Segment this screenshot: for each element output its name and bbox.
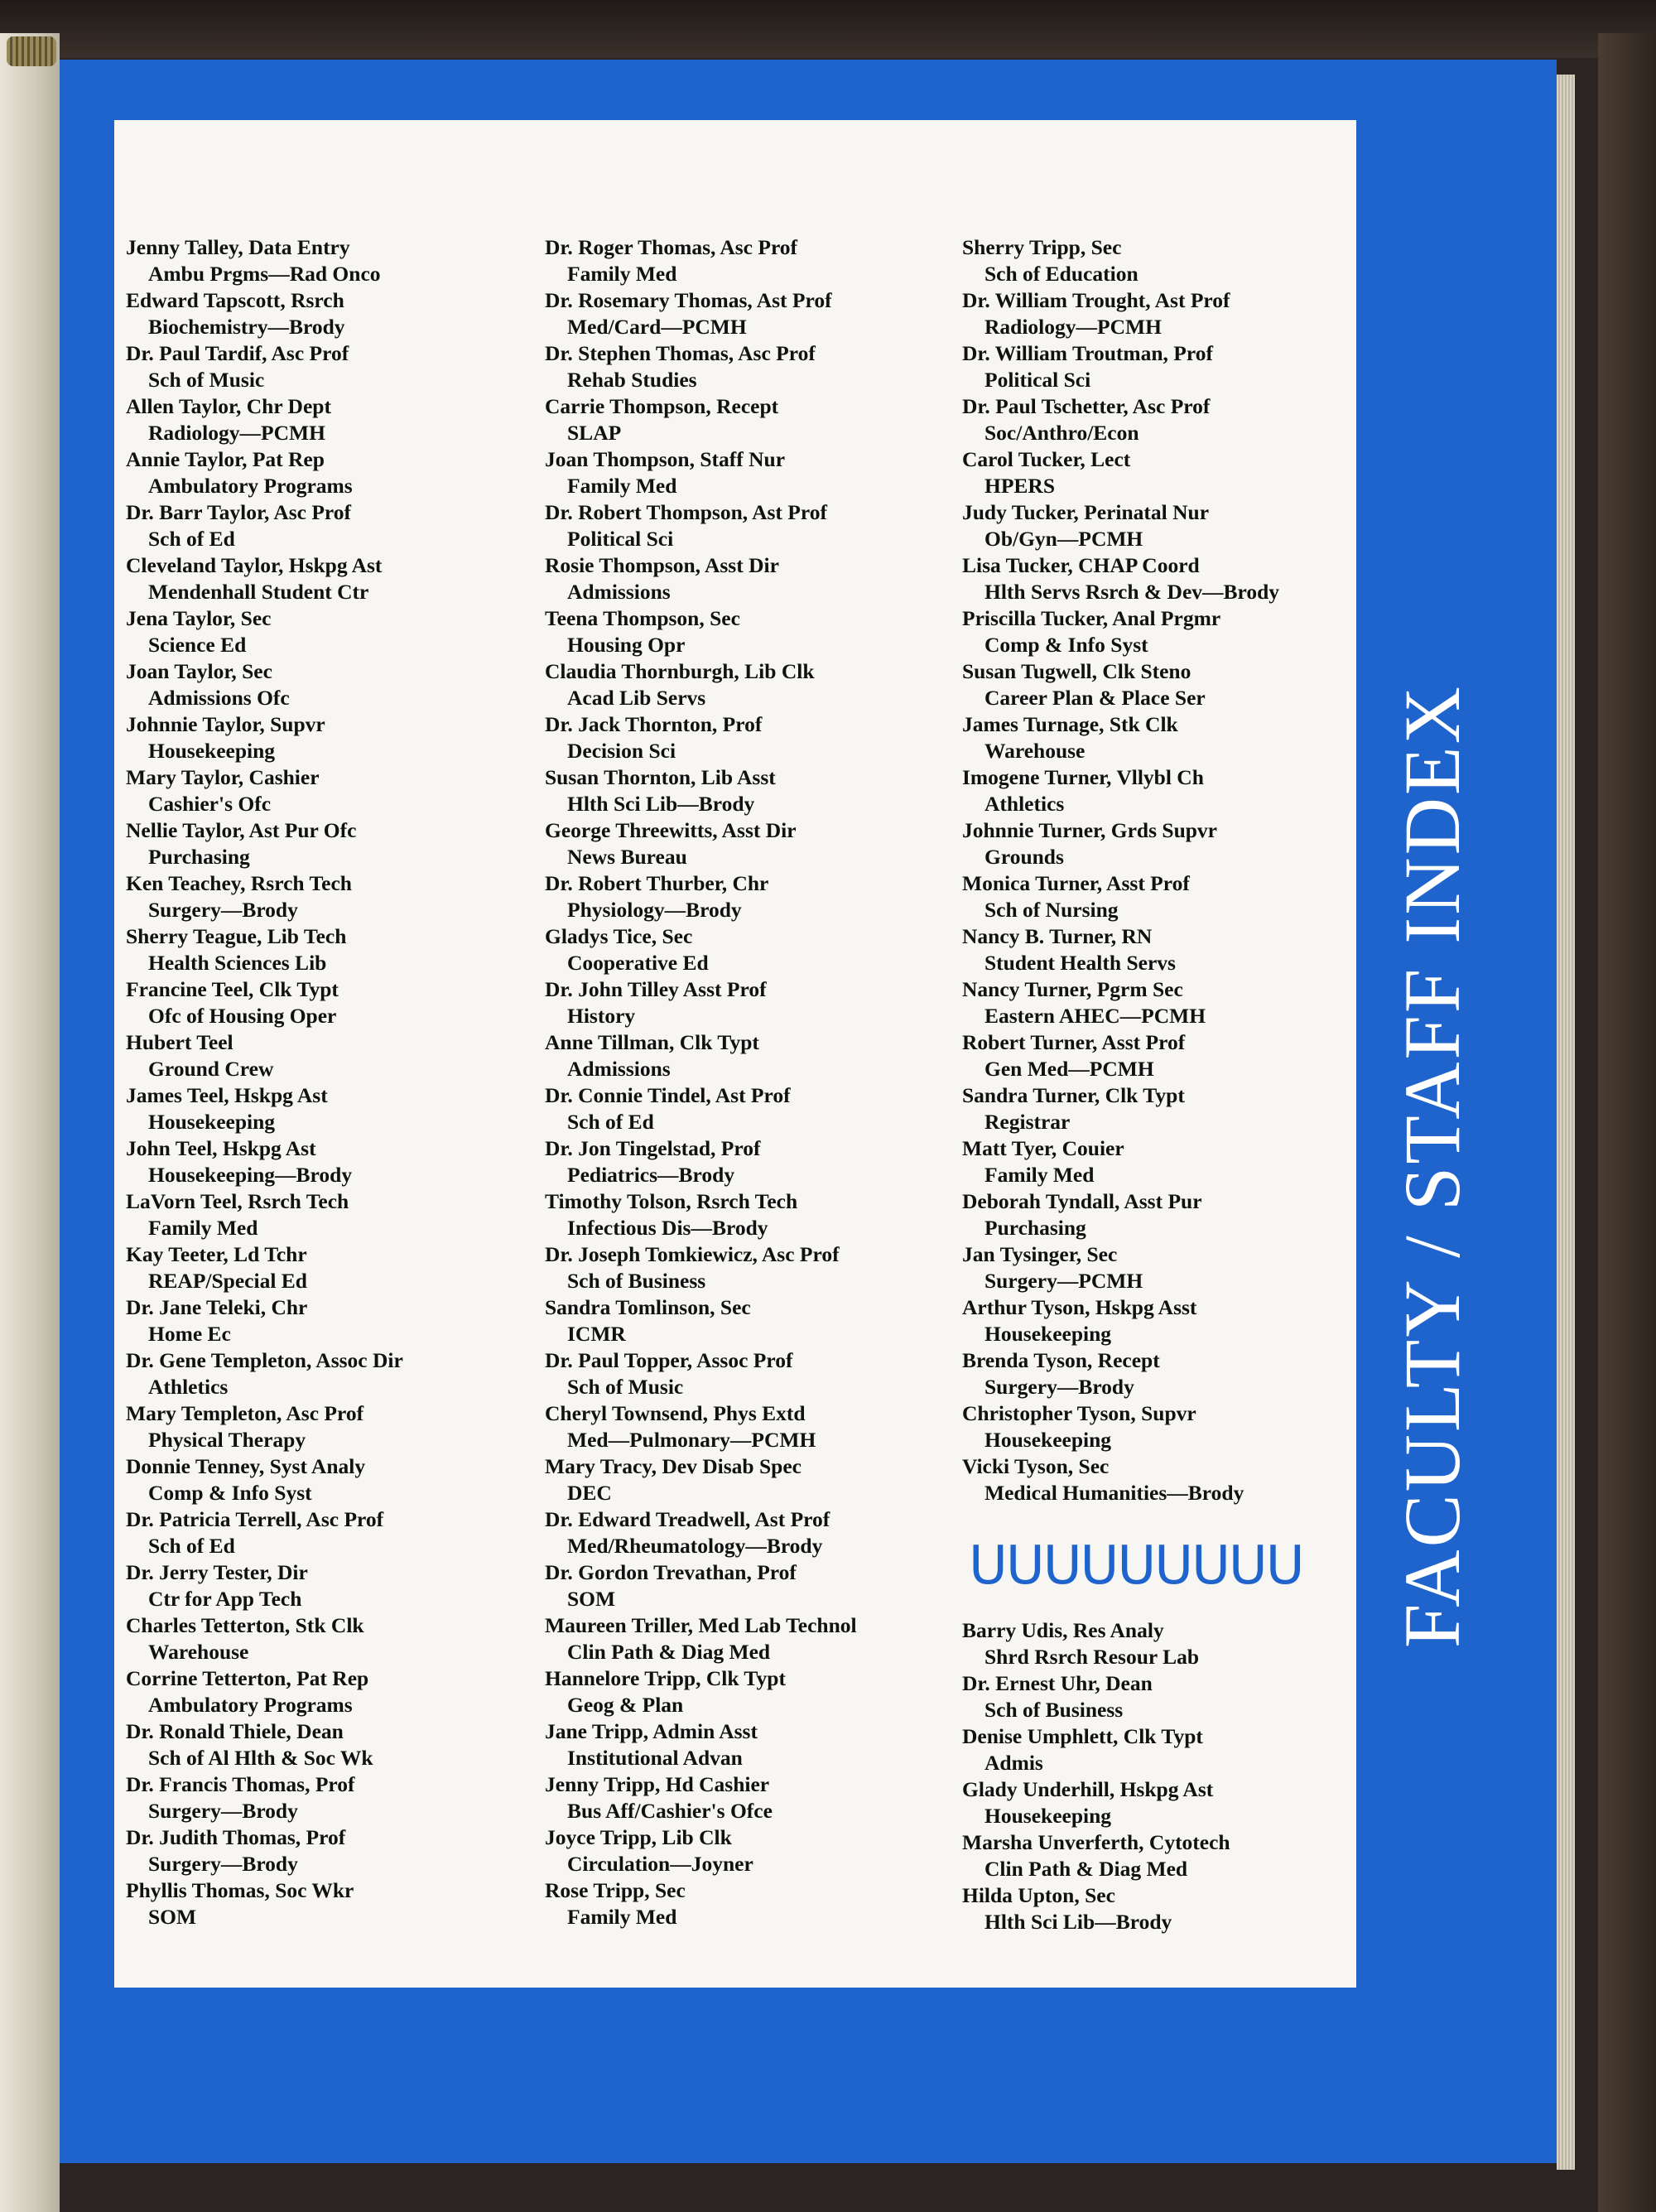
index-entry bbox=[126, 446, 590, 499]
index-entry bbox=[962, 1135, 1426, 1188]
entry-name-title: Carol Tucker, Lect bbox=[962, 447, 1131, 471]
entry-name-title: George Threewitts, Asst Dir bbox=[545, 818, 797, 842]
index-entry bbox=[545, 234, 1009, 287]
entry-name-title: Dr. Jack Thornton, Prof bbox=[545, 712, 763, 736]
entry-department: ICMR bbox=[567, 1322, 626, 1346]
index-entry bbox=[126, 1135, 590, 1188]
index-entry bbox=[962, 1882, 1426, 1935]
entry-department: Housekeeping—Brody bbox=[148, 1163, 353, 1187]
entry-name-title: Johnnie Turner, Grds Supvr bbox=[962, 818, 1218, 842]
entry-department: Student Health Servs bbox=[984, 951, 1176, 975]
entry-department: Science Ed bbox=[148, 633, 247, 657]
entry-name-title: Phyllis Thomas, Soc Wkr bbox=[126, 1878, 354, 1902]
entry-name-title: Mary Templeton, Asc Prof bbox=[126, 1401, 364, 1425]
entry-department: Family Med bbox=[984, 1163, 1095, 1187]
index-entry bbox=[962, 1617, 1426, 1670]
entry-name-title: Dr. Jerry Tester, Dir bbox=[126, 1560, 308, 1584]
entry-name-title: Corrine Tetterton, Pat Rep bbox=[126, 1666, 369, 1690]
entry-name-title: Dr. Robert Thompson, Ast Prof bbox=[545, 500, 827, 524]
entry-department: Admissions bbox=[567, 1057, 671, 1081]
entry-department: Family Med bbox=[567, 1905, 677, 1929]
entry-department: Sch of Nursing bbox=[984, 898, 1119, 922]
entry-name-title: Glady Underhill, Hskpg Ast bbox=[962, 1777, 1214, 1801]
index-entry bbox=[126, 870, 590, 923]
index-entry bbox=[126, 552, 590, 605]
entry-department: Admissions bbox=[567, 580, 671, 604]
entry-department: Family Med bbox=[148, 1216, 258, 1240]
index-entry bbox=[545, 287, 1009, 340]
entry-department: Radiology—PCMH bbox=[984, 315, 1162, 339]
entry-department: Ofc of Housing Oper bbox=[148, 1004, 337, 1028]
index-entry bbox=[126, 1294, 590, 1347]
index-entry bbox=[962, 1723, 1426, 1776]
index-entry bbox=[962, 552, 1426, 605]
entry-name-title: Sherry Teague, Lib Tech bbox=[126, 924, 347, 948]
index-entry bbox=[126, 923, 590, 976]
entry-name-title: Dr. Rosemary Thomas, Ast Prof bbox=[545, 288, 832, 312]
entry-name-title: Francine Teel, Clk Typt bbox=[126, 977, 339, 1001]
entry-department: Gen Med—PCMH bbox=[984, 1057, 1154, 1081]
entry-name-title: Denise Umphlett, Clk Typt bbox=[962, 1724, 1203, 1748]
entry-name-title: Joyce Tripp, Lib Clk bbox=[545, 1825, 732, 1849]
entry-name-title: Dr. Ronald Thiele, Dean bbox=[126, 1719, 344, 1743]
entry-name-title: Dr. William Troutman, Prof bbox=[962, 341, 1213, 365]
entry-name-title: Sandra Tomlinson, Sec bbox=[545, 1295, 751, 1319]
entry-department: REAP/Special Ed bbox=[148, 1269, 307, 1293]
entry-department: HPERS bbox=[984, 474, 1056, 498]
entry-department: Political Sci bbox=[984, 368, 1091, 392]
index-entry bbox=[962, 605, 1426, 658]
entry-name-title: Rose Tripp, Sec bbox=[545, 1878, 686, 1902]
entry-name-title: Hilda Upton, Sec bbox=[962, 1883, 1115, 1907]
index-entry bbox=[126, 976, 590, 1029]
index-entry bbox=[126, 1400, 590, 1453]
entry-name-title: Maureen Triller, Med Lab Technol bbox=[545, 1613, 857, 1637]
entry-name-title: Charles Tetterton, Stk Clk bbox=[126, 1613, 364, 1637]
index-entry bbox=[126, 817, 590, 870]
entry-department: Shrd Rsrch Resour Lab bbox=[984, 1645, 1200, 1669]
index-entry bbox=[545, 711, 1009, 764]
index-entry bbox=[126, 1029, 590, 1082]
entry-department: SOM bbox=[567, 1587, 616, 1611]
entry-name-title: Jenny Talley, Data Entry bbox=[126, 235, 350, 259]
entry-name-title: Monica Turner, Asst Prof bbox=[962, 871, 1190, 895]
index-entry bbox=[962, 1400, 1426, 1453]
index-entry bbox=[545, 552, 1009, 605]
entry-name-title: Mary Taylor, Cashier bbox=[126, 765, 320, 789]
entry-name-title: Dr. Edward Treadwell, Ast Prof bbox=[545, 1507, 830, 1531]
index-entry bbox=[545, 923, 1009, 976]
index-entry bbox=[545, 817, 1009, 870]
binding-ring bbox=[7, 36, 56, 66]
index-entry bbox=[545, 1135, 1009, 1188]
index-column-3 bbox=[962, 234, 1426, 1935]
index-entry bbox=[545, 1347, 1009, 1400]
entry-name-title: Dr. Gordon Trevathan, Prof bbox=[545, 1560, 797, 1584]
entry-name-title: Deborah Tyndall, Asst Pur bbox=[962, 1189, 1202, 1213]
index-entry bbox=[126, 1612, 590, 1665]
entry-department: Family Med bbox=[567, 262, 677, 286]
entry-name-title: Barry Udis, Res Analy bbox=[962, 1618, 1164, 1642]
index-entry bbox=[962, 658, 1426, 711]
index-entry bbox=[962, 1082, 1426, 1135]
index-entry bbox=[126, 658, 590, 711]
entry-department: Sch of Business bbox=[984, 1698, 1124, 1722]
index-entry bbox=[962, 1776, 1426, 1829]
entry-department: Biochemistry—Brody bbox=[148, 315, 345, 339]
index-entry bbox=[545, 1241, 1009, 1294]
entry-name-title: Kay Teeter, Ld Tchr bbox=[126, 1242, 307, 1266]
index-entry bbox=[962, 764, 1426, 817]
index-entry bbox=[962, 976, 1426, 1029]
index-entry bbox=[962, 1188, 1426, 1241]
index-entry bbox=[962, 923, 1426, 976]
entry-department: Circulation—Joyner bbox=[567, 1852, 753, 1876]
index-entry bbox=[962, 817, 1426, 870]
entry-department: Purchasing bbox=[984, 1216, 1086, 1240]
entry-name-title: Hannelore Tripp, Clk Typt bbox=[545, 1666, 786, 1690]
entry-name-title: Hubert Teel bbox=[126, 1030, 233, 1054]
entry-department: Ambulatory Programs bbox=[148, 1693, 353, 1717]
index-entry bbox=[962, 1670, 1426, 1723]
index-entry bbox=[126, 1718, 590, 1771]
entry-name-title: Dr. Stephen Thomas, Asc Prof bbox=[545, 341, 816, 365]
entry-name-title: Judy Tucker, Perinatal Nur bbox=[962, 500, 1210, 524]
entry-name-title: Annie Taylor, Pat Rep bbox=[126, 447, 325, 471]
index-entry bbox=[126, 764, 590, 817]
entry-name-title: Dr. Connie Tindel, Ast Prof bbox=[545, 1083, 791, 1107]
entry-name-title: Allen Taylor, Chr Dept bbox=[126, 394, 331, 418]
index-entry bbox=[545, 1506, 1009, 1559]
entry-name-title: Dr. Paul Tardif, Asc Prof bbox=[126, 341, 349, 365]
entry-department: Political Sci bbox=[567, 527, 674, 551]
index-entry bbox=[545, 870, 1009, 923]
entry-name-title: Dr. Joseph Tomkiewicz, Asc Prof bbox=[545, 1242, 840, 1266]
entry-department: SLAP bbox=[567, 421, 622, 445]
entry-name-title: Gladys Tice, Sec bbox=[545, 924, 693, 948]
book-gutter bbox=[0, 33, 60, 2212]
index-entry bbox=[126, 1188, 590, 1241]
entry-name-title: Dr. Paul Topper, Assoc Prof bbox=[545, 1348, 793, 1372]
entry-name-title: Priscilla Tucker, Anal Prgmr bbox=[962, 606, 1221, 630]
entry-department: Rehab Studies bbox=[567, 368, 697, 392]
entry-name-title: Donnie Tenney, Syst Analy bbox=[126, 1454, 366, 1478]
entry-department: Ambulatory Programs bbox=[148, 474, 353, 498]
entry-name-title: Dr. Roger Thomas, Asc Prof bbox=[545, 235, 798, 259]
entry-department: Mendenhall Student Ctr bbox=[148, 580, 369, 604]
entry-name-title: Lisa Tucker, CHAP Coord bbox=[962, 553, 1200, 577]
entry-name-title: Dr. William Trought, Ast Prof bbox=[962, 288, 1230, 312]
entry-department: Hlth Servs Rsrch & Dev—Brody bbox=[984, 580, 1280, 604]
index-entry bbox=[126, 287, 590, 340]
entry-name-title: Teena Thompson, Sec bbox=[545, 606, 740, 630]
index-entry bbox=[126, 605, 590, 658]
entry-name-title: Marsha Unverferth, Cytotech bbox=[962, 1830, 1230, 1854]
letter-section-heading-u: UUUUUUUUU bbox=[969, 1535, 1303, 1597]
entry-department: Ctr for App Tech bbox=[148, 1587, 302, 1611]
index-entry bbox=[126, 711, 590, 764]
entry-name-title: Susan Thornton, Lib Asst bbox=[545, 765, 776, 789]
index-entry bbox=[126, 499, 590, 552]
entry-name-title: Sandra Turner, Clk Typt bbox=[962, 1083, 1185, 1107]
index-entry bbox=[545, 1188, 1009, 1241]
index-entry bbox=[545, 976, 1009, 1029]
entry-department: Registrar bbox=[984, 1110, 1071, 1134]
entry-name-title: Vicki Tyson, Sec bbox=[962, 1454, 1110, 1478]
entry-name-title: Jan Tysinger, Sec bbox=[962, 1242, 1118, 1266]
entry-department: Geog & Plan bbox=[567, 1693, 684, 1717]
book-cover-right bbox=[1598, 33, 1656, 2212]
entry-department: Health Sciences Lib bbox=[148, 951, 327, 975]
index-entry bbox=[545, 1082, 1009, 1135]
entry-department: Physiology—Brody bbox=[567, 898, 742, 922]
index-entry bbox=[126, 1453, 590, 1506]
entry-department: Ambu Prgms—Rad Onco bbox=[148, 262, 381, 286]
entry-name-title: Matt Tyer, Couier bbox=[962, 1136, 1124, 1160]
index-entry bbox=[545, 1718, 1009, 1771]
entry-department: Housekeeping bbox=[148, 739, 276, 763]
entry-department: Grounds bbox=[984, 845, 1064, 869]
index-entry bbox=[962, 711, 1426, 764]
entry-department: Sch of Business bbox=[567, 1269, 706, 1293]
entry-department: Sch of Ed bbox=[567, 1110, 654, 1134]
entry-department: Soc/Anthro/Econ bbox=[984, 421, 1139, 445]
entry-name-title: Dr. Judith Thomas, Prof bbox=[126, 1825, 346, 1849]
entry-department: Warehouse bbox=[148, 1640, 249, 1664]
entry-name-title: James Teel, Hskpg Ast bbox=[126, 1083, 328, 1107]
entry-name-title: Rosie Thompson, Asst Dir bbox=[545, 553, 779, 577]
entry-name-title: James Turnage, Stk Clk bbox=[962, 712, 1178, 736]
entry-department: Hlth Sci Lib—Brody bbox=[567, 792, 755, 816]
entry-name-title: Jena Taylor, Sec bbox=[126, 606, 272, 630]
index-entry bbox=[962, 1029, 1426, 1082]
entry-name-title: Ken Teachey, Rsrch Tech bbox=[126, 871, 352, 895]
index-entry bbox=[545, 1665, 1009, 1718]
index-entry bbox=[545, 499, 1009, 552]
entry-department: Admis bbox=[984, 1751, 1043, 1775]
entry-department: Home Ec bbox=[148, 1322, 231, 1346]
index-entry bbox=[962, 446, 1426, 499]
entry-department: Sch of Al Hlth & Soc Wk bbox=[148, 1746, 373, 1770]
entry-name-title: Nellie Taylor, Ast Pur Ofc bbox=[126, 818, 357, 842]
index-entry bbox=[545, 1453, 1009, 1506]
entry-name-title: Dr. Ernest Uhr, Dean bbox=[962, 1671, 1153, 1695]
entry-department: Surgery—Brody bbox=[984, 1375, 1134, 1399]
entry-department: Surgery—PCMH bbox=[984, 1269, 1143, 1293]
index-entry bbox=[962, 340, 1426, 393]
entry-name-title: Cheryl Townsend, Phys Extd bbox=[545, 1401, 806, 1425]
entry-department: Eastern AHEC—PCMH bbox=[984, 1004, 1206, 1028]
entry-department: Cashier's Ofc bbox=[148, 792, 272, 816]
entry-department: Sch of Ed bbox=[148, 1534, 235, 1558]
entry-name-title: Dr. Patricia Terrell, Asc Prof bbox=[126, 1507, 384, 1531]
entry-name-title: Carrie Thompson, Recept bbox=[545, 394, 779, 418]
entry-department: Radiology—PCMH bbox=[148, 421, 325, 445]
entry-name-title: Dr. Francis Thomas, Prof bbox=[126, 1772, 355, 1796]
entry-department: Medical Humanities—Brody bbox=[984, 1481, 1244, 1505]
entry-name-title: Edward Tapscott, Rsrch bbox=[126, 288, 344, 312]
entry-department: Comp & Info Syst bbox=[148, 1481, 312, 1505]
index-entry bbox=[126, 1877, 590, 1930]
index-entry bbox=[545, 764, 1009, 817]
entry-department: Acad Lib Servs bbox=[567, 686, 706, 710]
page-edges bbox=[1557, 75, 1575, 2170]
entry-department: Clin Path & Diag Med bbox=[567, 1640, 771, 1664]
entry-name-title: Dr. Barr Taylor, Asc Prof bbox=[126, 500, 352, 524]
entry-name-title: Nancy Turner, Pgrm Sec bbox=[962, 977, 1183, 1001]
entry-department: Ground Crew bbox=[148, 1057, 274, 1081]
index-entry bbox=[545, 1029, 1009, 1082]
entry-department: Housekeeping bbox=[148, 1110, 276, 1134]
index-entry bbox=[962, 234, 1426, 287]
entry-name-title: Dr. Jane Teleki, Chr bbox=[126, 1295, 308, 1319]
entry-name-title: Johnnie Taylor, Supvr bbox=[126, 712, 325, 736]
index-entry bbox=[126, 1241, 590, 1294]
faculty-staff-index-title: FACULTY / STAFF INDEX bbox=[1388, 684, 1476, 1648]
entry-name-title: Timothy Tolson, Rsrch Tech bbox=[545, 1189, 798, 1213]
entry-department: Physical Therapy bbox=[148, 1428, 306, 1452]
entry-department: Ob/Gyn—PCMH bbox=[984, 527, 1143, 551]
entry-department: Decision Sci bbox=[567, 739, 676, 763]
entry-department: Comp & Info Syst bbox=[984, 633, 1148, 657]
entry-department: Surgery—Brody bbox=[148, 1799, 298, 1823]
entry-department: Athletics bbox=[148, 1375, 229, 1399]
index-entry bbox=[962, 393, 1426, 446]
index-entry bbox=[545, 1824, 1009, 1877]
entry-department: Housekeeping bbox=[984, 1804, 1112, 1828]
index-entry bbox=[545, 1612, 1009, 1665]
entry-department: Surgery—Brody bbox=[148, 1852, 298, 1876]
entry-name-title: Cleveland Taylor, Hskpg Ast bbox=[126, 553, 383, 577]
entry-department: SOM bbox=[148, 1905, 197, 1929]
book-cover-top bbox=[0, 0, 1656, 58]
entry-name-title: Dr. John Tilley Asst Prof bbox=[545, 977, 767, 1001]
index-entry bbox=[545, 605, 1009, 658]
entry-department: Family Med bbox=[567, 474, 677, 498]
entry-department: Sch of Music bbox=[148, 368, 265, 392]
entry-department: Housing Opr bbox=[567, 633, 686, 657]
entry-department: Housekeeping bbox=[984, 1322, 1112, 1346]
entry-department: Sch of Music bbox=[567, 1375, 684, 1399]
index-entry bbox=[545, 1400, 1009, 1453]
index-entry bbox=[126, 1665, 590, 1718]
entry-name-title: Jenny Tripp, Hd Cashier bbox=[545, 1772, 770, 1796]
entry-department: Institutional Advan bbox=[567, 1746, 743, 1770]
entry-department: Surgery—Brody bbox=[148, 898, 298, 922]
index-entry bbox=[545, 658, 1009, 711]
entry-name-title: Sherry Tripp, Sec bbox=[962, 235, 1122, 259]
entry-name-title: Robert Turner, Asst Prof bbox=[962, 1030, 1186, 1054]
entry-department: Sch of Education bbox=[984, 262, 1138, 286]
entry-department: History bbox=[567, 1004, 636, 1028]
entry-name-title: Nancy B. Turner, RN bbox=[962, 924, 1153, 948]
entry-name-title: Joan Thompson, Staff Nur bbox=[545, 447, 786, 471]
entry-name-title: LaVorn Teel, Rsrch Tech bbox=[126, 1189, 349, 1213]
entry-name-title: Joan Taylor, Sec bbox=[126, 659, 272, 683]
index-entry bbox=[126, 1506, 590, 1559]
entry-department: Housekeeping bbox=[984, 1428, 1112, 1452]
index-entry bbox=[126, 234, 590, 287]
entry-department: Cooperative Ed bbox=[567, 951, 709, 975]
entry-department: Purchasing bbox=[148, 845, 250, 869]
index-entry bbox=[126, 1824, 590, 1877]
index-entry bbox=[545, 1559, 1009, 1612]
entry-department: Hlth Sci Lib—Brody bbox=[984, 1910, 1172, 1934]
index-entry bbox=[545, 340, 1009, 393]
entry-name-title: Anne Tillman, Clk Typt bbox=[545, 1030, 759, 1054]
index-entry bbox=[962, 1347, 1426, 1400]
index-entry bbox=[126, 340, 590, 393]
entry-department: News Bureau bbox=[567, 845, 687, 869]
index-entry bbox=[962, 870, 1426, 923]
entry-department: Career Plan & Place Ser bbox=[984, 686, 1206, 710]
entry-name-title: Dr. Jon Tingelstad, Prof bbox=[545, 1136, 761, 1160]
entry-department: Med—Pulmonary—PCMH bbox=[567, 1428, 816, 1452]
index-entry bbox=[545, 393, 1009, 446]
entry-department: Sch of Ed bbox=[148, 527, 235, 551]
index-entry bbox=[962, 1241, 1426, 1294]
entry-name-title: Claudia Thornburgh, Lib Clk bbox=[545, 659, 815, 683]
index-entry bbox=[545, 1771, 1009, 1824]
index-entry bbox=[545, 1877, 1009, 1930]
entry-name-title: John Teel, Hskpg Ast bbox=[126, 1136, 316, 1160]
entry-name-title: Christopher Tyson, Supvr bbox=[962, 1401, 1196, 1425]
entry-name-title: Imogene Turner, Vllybl Ch bbox=[962, 765, 1204, 789]
entry-name-title: Jane Tripp, Admin Asst bbox=[545, 1719, 758, 1743]
index-entry bbox=[962, 1453, 1426, 1506]
entry-department: Med/Card—PCMH bbox=[567, 315, 747, 339]
index-entry bbox=[962, 287, 1426, 340]
entry-department: Clin Path & Diag Med bbox=[984, 1857, 1188, 1881]
entry-department: Admissions Ofc bbox=[148, 686, 290, 710]
entry-department: Infectious Dis—Brody bbox=[567, 1216, 768, 1240]
index-entry bbox=[962, 1829, 1426, 1882]
index-entry bbox=[962, 1294, 1426, 1347]
entry-name-title: Arthur Tyson, Hskpg Asst bbox=[962, 1295, 1197, 1319]
entry-name-title: Susan Tugwell, Clk Steno bbox=[962, 659, 1191, 683]
entry-department: Pediatrics—Brody bbox=[567, 1163, 735, 1187]
index-entry bbox=[126, 393, 590, 446]
index-entry bbox=[962, 499, 1426, 552]
index-entry bbox=[126, 1082, 590, 1135]
index-column-2 bbox=[545, 234, 1009, 1930]
entry-department: Athletics bbox=[984, 792, 1065, 816]
entry-name-title: Mary Tracy, Dev Disab Spec bbox=[545, 1454, 802, 1478]
index-entry bbox=[545, 1294, 1009, 1347]
index-column-1 bbox=[126, 234, 590, 1930]
index-entry bbox=[126, 1771, 590, 1824]
entry-department: Med/Rheumatology—Brody bbox=[567, 1534, 823, 1558]
index-entry bbox=[126, 1559, 590, 1612]
entry-department: Warehouse bbox=[984, 739, 1086, 763]
index-entry bbox=[545, 446, 1009, 499]
entry-name-title: Brenda Tyson, Recept bbox=[962, 1348, 1160, 1372]
index-entry bbox=[126, 1347, 590, 1400]
entry-name-title: Dr. Gene Templeton, Assoc Dir bbox=[126, 1348, 403, 1372]
entry-department: Bus Aff/Cashier's Ofce bbox=[567, 1799, 773, 1823]
entry-name-title: Dr. Paul Tschetter, Asc Prof bbox=[962, 394, 1211, 418]
entry-name-title: Dr. Robert Thurber, Chr bbox=[545, 871, 769, 895]
entry-department: DEC bbox=[567, 1481, 612, 1505]
